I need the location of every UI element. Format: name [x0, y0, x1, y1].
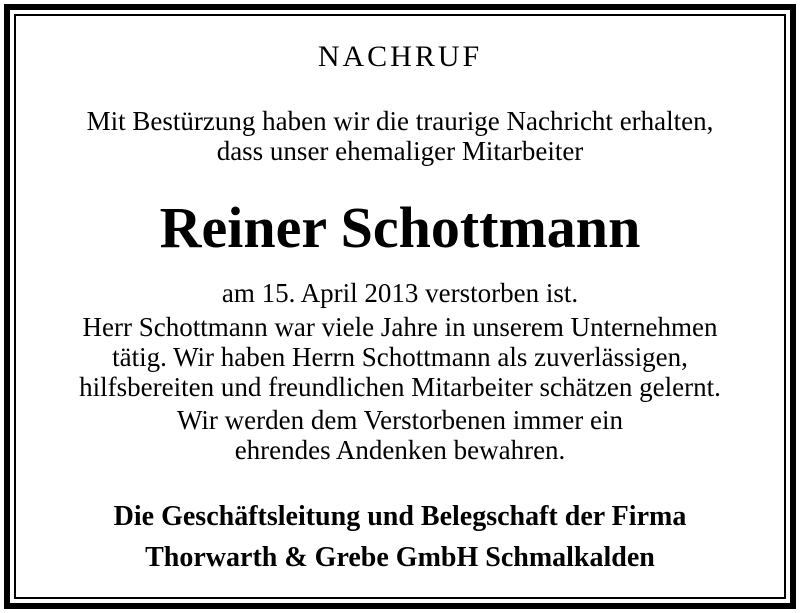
intro-line-1: Mit Bestürzung haben wir die traurige Nachricht erhalten,: [86, 106, 714, 136]
notice-title: NACHRUF: [317, 40, 483, 73]
signature-line-1: Die Geschäftsleitung und Belegschaft der Firma: [113, 501, 687, 532]
body-line-1: Herr Schottmann war viele Jahre in unserem Unternehmen: [82, 312, 718, 342]
closing-line-2: ehrendes Andenken bewahren.: [234, 435, 566, 465]
obituary-notice: [16, 16, 784, 597]
intro-line-2: dass unser ehemaliger Mitarbeiter: [216, 136, 584, 166]
deceased-name: Reiner Schottmann: [159, 195, 641, 260]
body-line-2: tätig. Wir haben Herrn Schottmann als zuverlässigen,: [112, 342, 688, 372]
closing-line-1: Wir werden dem Verstorbenen immer ein: [176, 405, 623, 435]
body-line-3: hilfsbereiten und freundlichen Mitarbeiter schätzen gelernt.: [79, 372, 721, 402]
date-of-death-line: am 15. April 2013 verstorben ist.: [221, 278, 579, 308]
signature-line-2: Thorwarth & Grebe GmbH Schmalkalden: [145, 542, 655, 573]
